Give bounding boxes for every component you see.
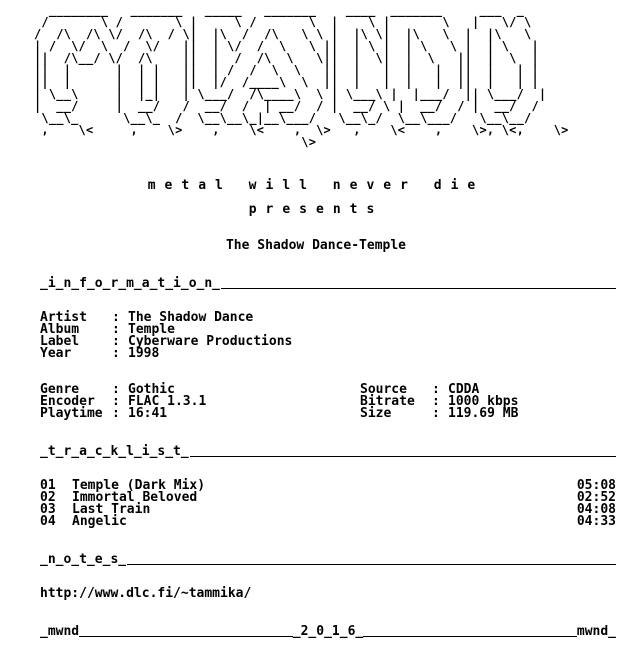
info-key: Artist [40,310,87,325]
info-value: The Shadow Dance [128,310,254,325]
info-key: Label [40,334,80,349]
info-separator: : [112,322,128,337]
footer-right: mwnd_ [576,624,617,639]
track-duration: 04:08 [576,502,616,517]
info-block-source [360,384,518,420]
info-key: Bitrate [360,394,415,409]
section-information-header [40,276,616,290]
info-key: Year [40,346,72,361]
track-number: 03 [40,502,56,517]
info-key: Playtime [40,406,103,421]
info-key: Source [360,382,407,397]
info-row-size [360,408,518,420]
info-separator: : [112,334,128,349]
track-number: 01 [40,478,56,493]
track-duration: 02:52 [576,490,616,505]
track-title: Temple (Dark Mix) [72,478,206,493]
section-divider [127,564,616,565]
section-notes-label: _n_o_t_e_s_ [40,552,127,567]
section-information-label: _i_n_f_o_r_m_a_t_i_o_n_ [40,276,221,291]
info-block-technical [40,384,206,420]
track-title: Angelic [72,514,127,529]
info-separator: : [432,382,448,397]
info-row-label [40,336,292,348]
info-value: 1000 kbps [448,394,519,409]
info-block-main [40,312,292,360]
presents-text: presents [248,202,384,217]
footer-divider-right [363,636,577,637]
info-key: Encoder [40,394,95,409]
info-key: Size [360,406,392,421]
notes-url-link[interactable]: http://www.dlc.fi/~tammika/ [40,586,252,601]
info-key: Genre [40,382,80,397]
info-value: 1998 [128,346,160,361]
ascii-logo: ________ _______ _____ _______ ____ _______ ___ _ / \ / \ | \ / \ | \ | \ | \/ \ / /\ /\ \/ /\ / \| |\ / /\ \ \ | |\ \| |\ \ | |\ \ | / \/ \ / \/ || | \/ / \ \ || | \ | | \ \ | | \ | || /\__/ \/ /\ || | / /\ \ \|| | \| | \ || | \ | || | | | | || | / / \ \ || | | | | || | | | || | | | | || |/ /____\ \ || | | | | || | | | | \__\ | |_| | \___/ /\____\ \ | \___\ | |___/ || \___/ | | __/ | __/ / __/ / | __/ / | __/ \ | __/ / | __/ / \__\_ \__\_ / \__\__\_|__\___/ \__\_/ \__\___/ \__\__/ , \< , \> , \< , \> , \< , \>, \<, \> \> [34,3,569,149]
info-value: Cyberware Productions [128,334,293,349]
track-number: 04 [40,514,56,529]
info-row-playtime [40,408,206,420]
track-number: 02 [40,490,56,505]
info-value: 16:41 [128,406,168,421]
track-duration: 05:08 [576,478,616,493]
footer-rule [40,624,616,638]
section-tracklist-header [40,444,616,458]
section-tracklist-label: _t_r_a_c_k_l_i_s_t_ [40,444,189,459]
footer-left: _mwnd [40,624,80,639]
info-separator: : [112,310,128,325]
info-separator: : [432,406,448,421]
info-value: Temple [128,322,175,337]
track-title: Last Train [72,502,151,517]
tracklist [40,480,616,528]
footer-divider-left [79,636,293,637]
info-value: CDDA [448,382,480,397]
info-separator: : [112,394,128,409]
info-value: Gothic [128,382,175,397]
section-notes-header [40,552,616,566]
info-separator: : [112,382,128,397]
footer-year: _2_0_1_6_ [292,624,364,639]
info-row-year [40,348,292,360]
info-key: Album [40,322,80,337]
track-duration: 04:33 [576,514,616,529]
section-divider [221,288,616,289]
info-separator: : [432,394,448,409]
info-separator: : [112,346,128,361]
release-title: The Shadow Dance-Temple [225,238,406,253]
info-separator: : [112,406,128,421]
info-value: 119.69 MB [448,406,519,421]
info-value: FLAC 1.3.1 [128,394,207,409]
section-divider [190,456,616,457]
track-title: Immortal Beloved [72,490,198,505]
track-row [40,516,616,528]
tagline: metal will never die [147,178,485,193]
